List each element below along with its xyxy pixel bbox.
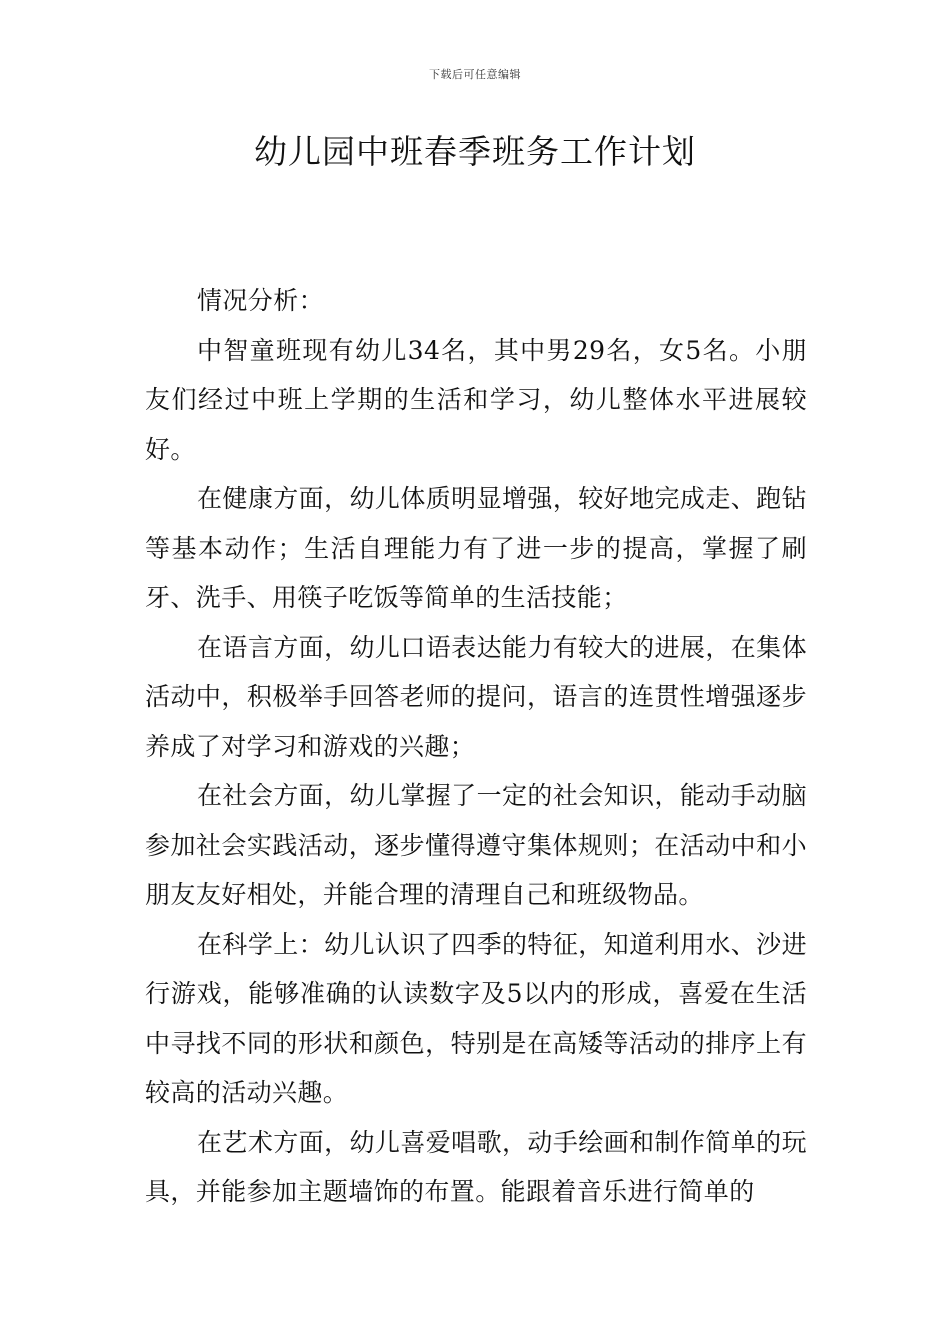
header-note: 下载后可任意编辑 bbox=[429, 68, 521, 81]
paragraph-health: 在健康方面，幼儿体质明显增强，较好地完成走、跑钻等基本动作；生活自理能力有了进一步的提高，掌握了刷牙、洗手、用筷子吃饭等简单的生活技能； bbox=[145, 484, 807, 612]
paragraph-class-overview: 中智童班现有幼儿34名，其中男29名，女5名。小朋友们经过中班上学期的生活和学习，幼儿整体水平进展较好。 bbox=[145, 335, 807, 464]
paragraph-situation-heading: 情况分析： bbox=[197, 286, 325, 315]
paragraph-art: 在艺术方面，幼儿喜爱唱歌，动手绘画和制作简单的玩具，并能参加主题墙饰的布置。能跟着音乐进行简单的 bbox=[145, 1127, 807, 1206]
document-title: 幼儿园中班春季班务工作计划 bbox=[254, 132, 696, 171]
paragraph-science: 在科学上：幼儿认识了四季的特征，知道利用水、沙进行游戏，能够准确的认读数字及5以内的形成，喜爱在生活中寻找不同的形状和颜色，特别是在高矮等活动的排序上有较高的活动兴趣。 bbox=[145, 929, 807, 1107]
document-body bbox=[145, 276, 807, 1217]
paragraph-language: 在语言方面，幼儿口语表达能力有较大的进展，在集体活动中，积极举手回答老师的提问，语言的连贯性增强逐步养成了对学习和游戏的兴趣； bbox=[145, 632, 807, 761]
paragraph-social: 在社会方面，幼儿掌握了一定的社会知识，能动手动脑参加社会实践活动，逐步懂得遵守集体规则；在活动中和小朋友友好相处，并能合理的清理自己和班级物品。 bbox=[145, 781, 807, 909]
